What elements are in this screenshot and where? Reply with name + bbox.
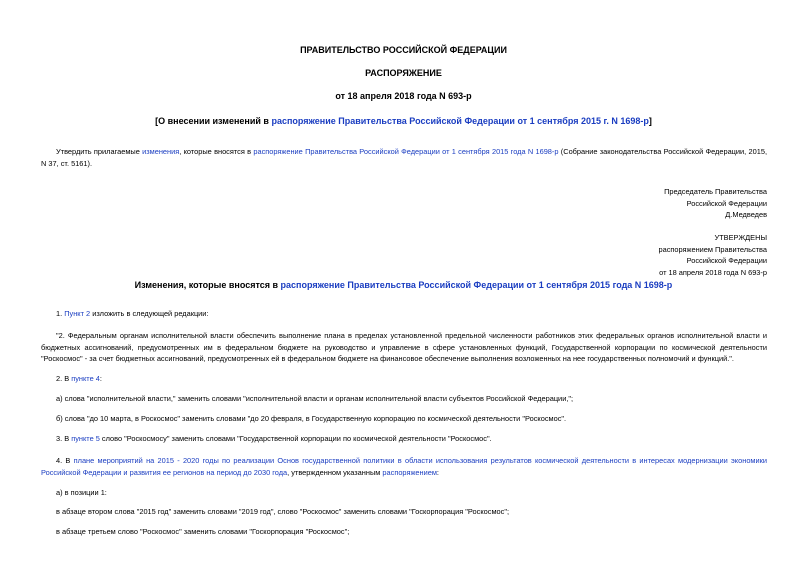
item-2b: б) слова "до 10 марта, в Роскосмос" заменить словами "до 20 февраля, в Государственную корпорацию по космической деятельности "Роскосмос". bbox=[56, 414, 567, 423]
approval-line-3: Российской Федерации bbox=[686, 256, 767, 266]
item-1-number: 1. bbox=[56, 309, 65, 318]
item-3-number: 3. В bbox=[56, 434, 72, 443]
changes-title-text: Изменения, которые вносятся в bbox=[134, 280, 281, 290]
intro-text-3: (Собрание законодательства Российской Федерации, 2015, N 37, ст. 5161). bbox=[41, 147, 768, 168]
item-4 bbox=[41, 455, 767, 478]
signature-line-1: Председатель Правительства bbox=[664, 187, 767, 196]
changes-title-link[interactable]: распоряжение Правительства Российской Федерации от 1 сентября 2015 года N 1698-р bbox=[280, 280, 673, 290]
subject-link[interactable]: распоряжение Правительства Российской Федерации от 1 сентября 2015 г. N 1698-р bbox=[271, 116, 649, 126]
item-1 bbox=[56, 308, 209, 320]
approval-line-1: УТВЕРЖДЕНЫ bbox=[714, 233, 767, 242]
org-heading: ПРАВИТЕЛЬСТВО РОССИЙСКОЙ ФЕДЕРАЦИИ bbox=[300, 45, 507, 55]
intro-paragraph bbox=[41, 146, 767, 169]
item-2-text: : bbox=[99, 374, 102, 383]
doc-date-heading: от 18 апреля 2018 года N 693-р bbox=[335, 91, 472, 101]
item-3-text: слово "Роскосмосу" заменить словами "Государственной корпорации по космической деятельности "Роскосмос". bbox=[99, 434, 492, 443]
subject-suffix: ] bbox=[648, 116, 652, 126]
changes-title bbox=[0, 280, 807, 290]
item-4a-1: в абзаце втором слова "2015 год" заменить словами "2019 год", слово "Роскосмос" заменить словами "Госкорпорация "Роскосмос"; bbox=[56, 507, 510, 516]
item-2a: а) слова "исполнительной власти," заменить словами "исполнительной власти и органам исполнительной власти субъектов Российской Федерации,"; bbox=[56, 394, 574, 403]
order-link[interactable]: распоряжение Правительства Российской Федерации от 1 сентября 2015 года N 1698-р bbox=[253, 147, 559, 156]
item-1-link[interactable]: Пункт 2 bbox=[64, 309, 91, 318]
item-4-end: : bbox=[436, 467, 439, 477]
intro-text-1: Утвердить прилагаемые bbox=[56, 147, 143, 156]
item-3-link[interactable]: пункте 5 bbox=[71, 434, 100, 443]
changes-link[interactable]: изменения bbox=[142, 147, 180, 156]
item-4-plan-link[interactable]: плане мероприятий на 2015 - 2020 годы по реализации Основ государственной политики в области использования результатов космической деятельности в интересах модернизации экономики Российской Федерации и развития ее регионов на период до 2030 года bbox=[41, 456, 767, 477]
item-4a-2: в абзаце третьем слово "Роскосмос" заменить словами "Госкорпорация "Роскосмос"; bbox=[56, 527, 350, 536]
item-4-middle: , утвержденном указанным bbox=[287, 467, 383, 477]
doc-subject bbox=[0, 116, 807, 126]
item-4-order-link[interactable]: распоряжением bbox=[382, 467, 437, 477]
doc-type-heading: РАСПОРЯЖЕНИЕ bbox=[365, 68, 442, 78]
item-2 bbox=[56, 373, 102, 385]
item-4a: а) в позиции 1: bbox=[56, 488, 107, 497]
item-1-quote: "2. Федеральным органам исполнительной власти обеспечить выполнение плана в пределах установленной предельной численности работников этих федеральных органов исполнительной власти и бюджетных ассигнований, предусмотренных им в федеральном бюджете на руководство и управление в сфере установленных функций, Государственной корпорации по космической деятельности "Роскосмос" - за счет бюджетных ассигнований, предусмотренных ей в федеральном бюджете на финансовое обеспечение выполнения возложенных на нее государственных полномочий и функций.". bbox=[41, 331, 767, 364]
item-1-text: изложить в следующей редакции: bbox=[90, 309, 209, 318]
approval-line-2: распоряжением Правительства bbox=[658, 244, 767, 254]
item-3 bbox=[56, 433, 492, 445]
item-2-link[interactable]: пункте 4 bbox=[71, 374, 100, 383]
signature-line-3: Д.Медведев bbox=[725, 210, 767, 220]
item-4-number: 4. В bbox=[56, 456, 74, 465]
approval-line-4: от 18 апреля 2018 года N 693-р bbox=[659, 267, 767, 277]
approval-block bbox=[658, 232, 767, 278]
signature-line-2: Российской Федерации bbox=[686, 198, 767, 208]
item-2-number: 2. В bbox=[56, 374, 72, 383]
intro-text-2: , которые вносятся в bbox=[179, 147, 254, 156]
subject-prefix: [О внесении изменений в bbox=[155, 116, 272, 126]
signature-block bbox=[664, 186, 767, 221]
